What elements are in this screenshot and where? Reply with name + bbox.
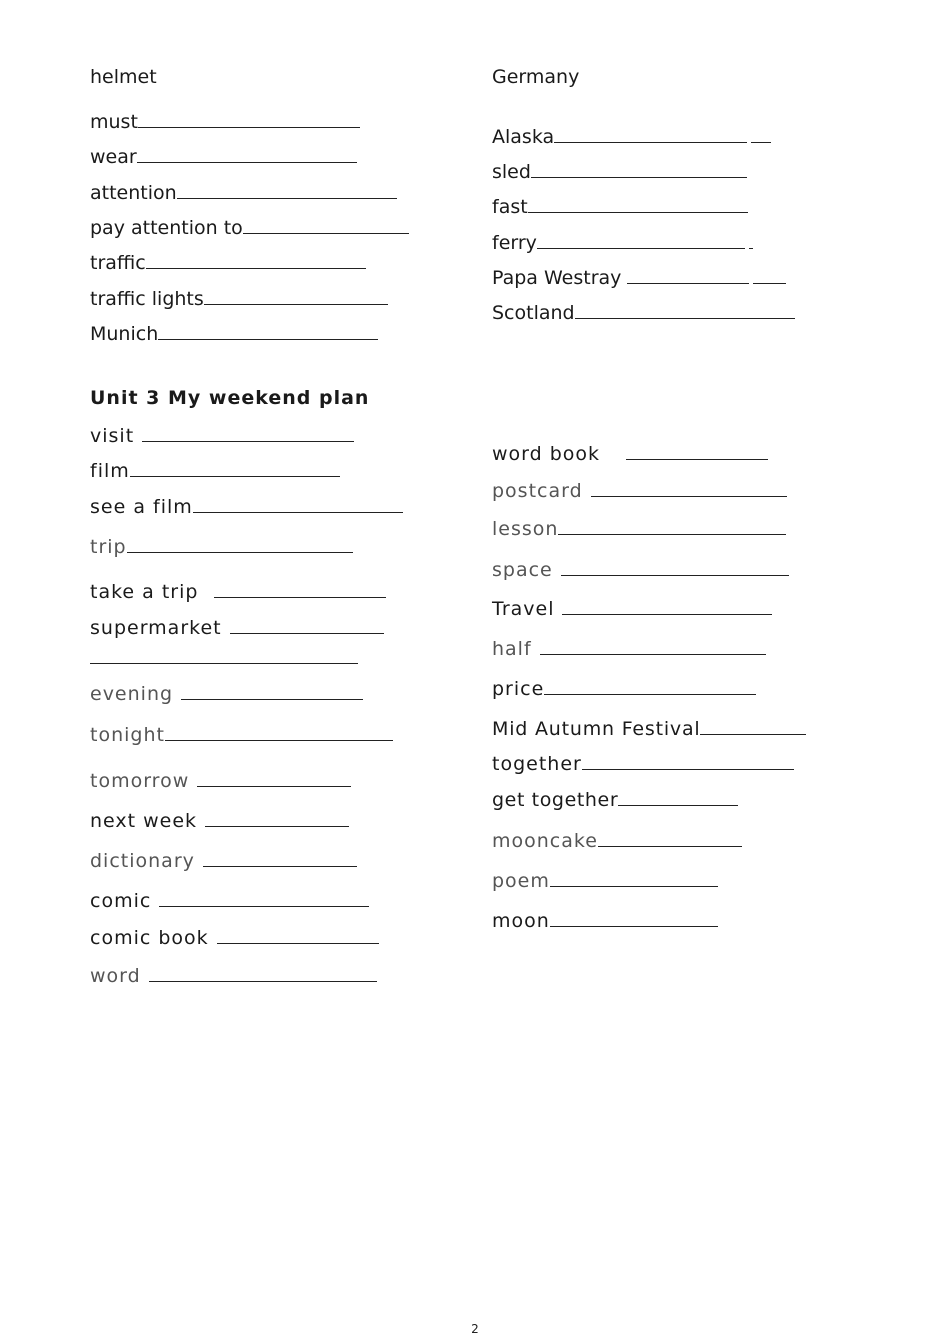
word-papa-westray: Papa Westray xyxy=(492,265,786,290)
word-mooncake: mooncake xyxy=(492,828,742,853)
word-trip: trip xyxy=(90,534,353,559)
answer-blank[interactable] xyxy=(700,716,806,735)
answer-blank[interactable] xyxy=(582,751,794,770)
word-alaska: Alaska xyxy=(492,124,771,149)
answer-blank[interactable] xyxy=(146,250,366,269)
answer-blank[interactable] xyxy=(130,458,340,477)
unit-3-heading: Unit 3 My weekend plan xyxy=(90,387,370,409)
answer-blank[interactable] xyxy=(203,848,357,867)
answer-blank[interactable] xyxy=(528,194,748,213)
answer-blank[interactable] xyxy=(561,557,789,576)
answer-blank[interactable] xyxy=(751,124,771,143)
answer-blank[interactable] xyxy=(149,963,377,982)
answer-blank[interactable] xyxy=(550,868,718,887)
word-supermarket: supermarket xyxy=(90,615,384,640)
word-mid-autumn-festival: Mid Autumn Festival xyxy=(492,716,806,741)
answer-blank[interactable] xyxy=(544,676,756,695)
answer-blank[interactable] xyxy=(575,300,795,319)
word-visit: visit xyxy=(90,423,354,448)
word-space: space xyxy=(492,557,789,582)
page-number: 2 xyxy=(471,1322,479,1336)
word-word: word xyxy=(90,963,377,988)
answer-blank[interactable] xyxy=(193,494,403,513)
answer-blank[interactable] xyxy=(159,888,369,907)
answer-blank[interactable] xyxy=(127,534,353,553)
word-film: film xyxy=(90,458,340,483)
answer-blank[interactable] xyxy=(627,265,749,284)
answer-blank[interactable] xyxy=(558,516,786,535)
answer-blank[interactable] xyxy=(537,230,745,249)
word-see-a-film: see a film xyxy=(90,494,403,519)
answer-blank[interactable] xyxy=(205,808,349,827)
answer-blank[interactable] xyxy=(550,908,718,927)
answer-blank[interactable] xyxy=(626,441,768,460)
word-word-book: word book xyxy=(492,441,768,466)
word-dictionary: dictionary xyxy=(90,848,357,873)
word-pay-attention-to: pay attention to xyxy=(90,215,409,240)
answer-blank[interactable] xyxy=(753,265,786,284)
answer-blank[interactable] xyxy=(562,596,772,615)
answer-blank[interactable] xyxy=(137,144,357,163)
word-postcard: postcard xyxy=(492,478,787,503)
answer-blank[interactable] xyxy=(158,321,378,340)
answer-blank[interactable] xyxy=(197,768,351,787)
word-helmet: helmet xyxy=(90,66,157,88)
word-comic: comic xyxy=(90,888,369,913)
answer-blank[interactable] xyxy=(142,423,354,442)
word-attention: attention xyxy=(90,180,397,205)
word-travel: Travel xyxy=(492,596,772,621)
word-ferry: ferry xyxy=(492,230,753,255)
word-germany: Germany xyxy=(492,66,580,88)
word-traffic: traffic xyxy=(90,250,366,275)
word-lesson: lesson xyxy=(492,516,786,541)
answer-blank[interactable] xyxy=(165,722,393,741)
answer-blank[interactable] xyxy=(531,159,747,178)
answer-blank[interactable] xyxy=(540,636,766,655)
answer-blank[interactable] xyxy=(591,478,787,497)
word-munich: Munich xyxy=(90,321,378,346)
answer-blank[interactable] xyxy=(230,615,384,634)
word-comic-book: comic book xyxy=(90,925,379,950)
answer-blank[interactable] xyxy=(217,925,379,944)
word-sled: sled xyxy=(492,159,747,184)
word-get-together: get together xyxy=(492,787,738,812)
answer-blank[interactable] xyxy=(138,109,360,128)
word-next-week: next week xyxy=(90,808,349,833)
answer-blank[interactable] xyxy=(90,645,358,664)
answer-blank[interactable] xyxy=(181,681,363,700)
word-must: must xyxy=(90,109,360,134)
word-fast: fast xyxy=(492,194,748,219)
word-price: price xyxy=(492,676,756,701)
answer-blank[interactable] xyxy=(214,579,386,598)
answer-blank[interactable] xyxy=(618,787,738,806)
word-moon: moon xyxy=(492,908,718,933)
answer-line xyxy=(90,645,358,670)
word-poem: poem xyxy=(492,868,718,893)
answer-blank[interactable] xyxy=(243,215,409,234)
word-take-a-trip: take a trip xyxy=(90,579,386,604)
word-tonight: tonight xyxy=(90,722,393,747)
word-evening: evening xyxy=(90,681,363,706)
word-together: together xyxy=(492,751,794,776)
answer-blank[interactable] xyxy=(554,124,747,143)
answer-blank[interactable] xyxy=(204,286,388,305)
word-scotland: Scotland xyxy=(492,300,795,325)
answer-blank[interactable] xyxy=(598,828,742,847)
answer-blank[interactable] xyxy=(749,230,753,249)
word-tomorrow: tomorrow xyxy=(90,768,351,793)
word-half: half xyxy=(492,636,766,661)
word-traffic-lights: traffic lights xyxy=(90,286,388,311)
answer-blank[interactable] xyxy=(177,180,397,199)
word-wear: wear xyxy=(90,144,357,169)
